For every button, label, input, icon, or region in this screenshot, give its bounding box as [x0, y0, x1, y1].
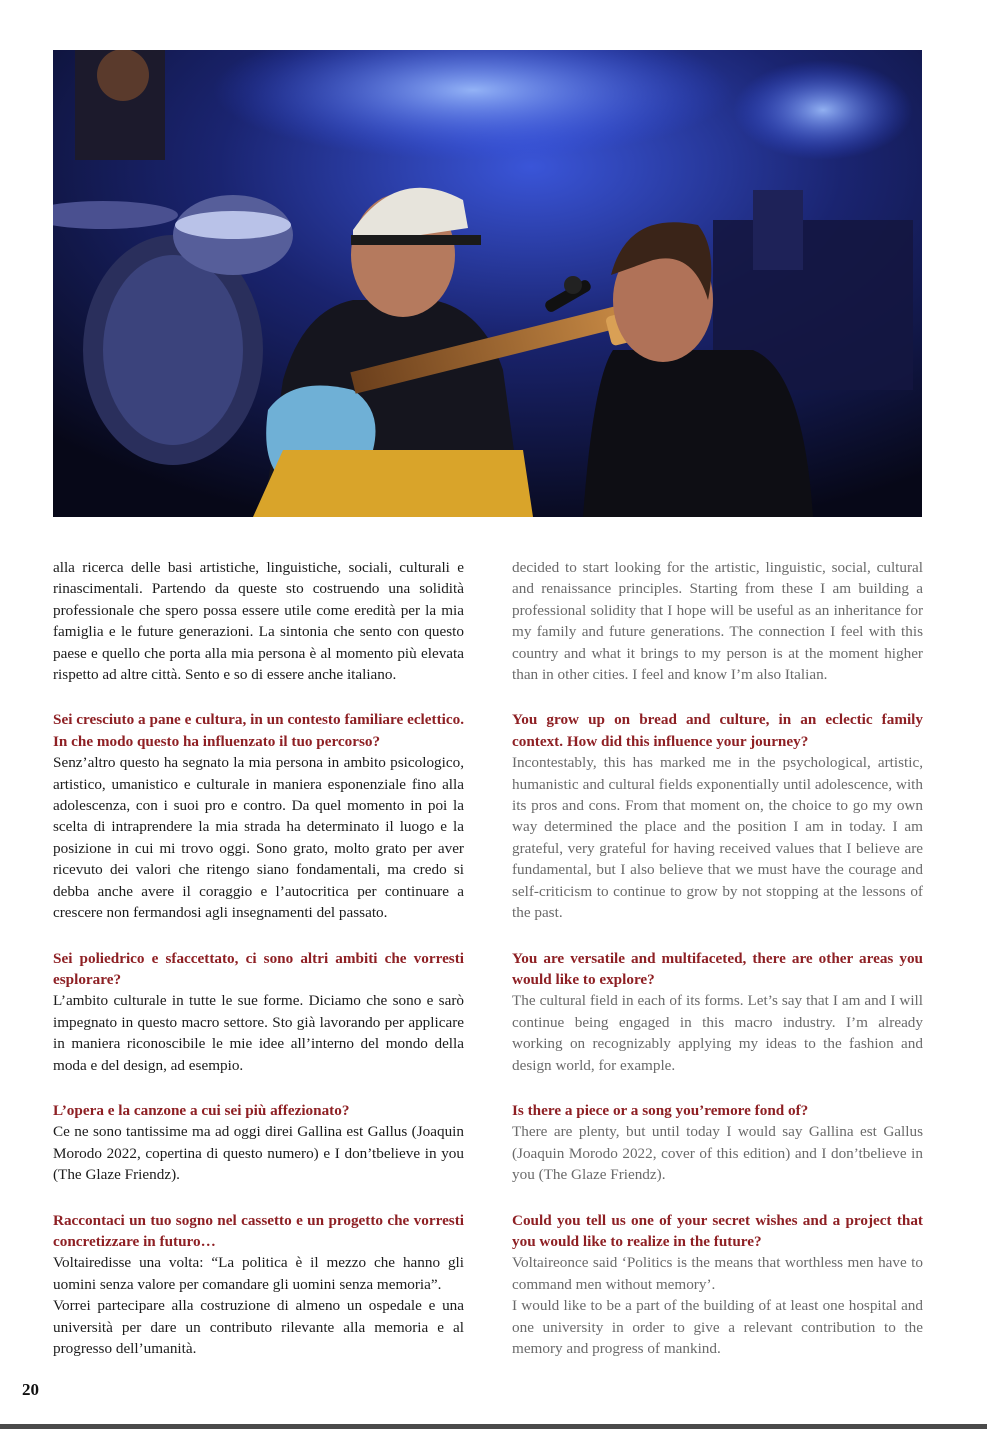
answer-paragraph: Vorrei partecipare alla costruzione di almeno un ospedale e una università per dare un contributo rilevante alla memoria e al progresso dell’umanità. [53, 1297, 464, 1357]
italian-column [53, 557, 464, 1359]
question-heading: You grow up on bread and culture, in an eclectic family context. How did this influence your journey? [512, 711, 923, 750]
question-heading: Is there a piece or a song you’remore fond of? [512, 1101, 809, 1119]
question-heading: L’opera e la canzone a cui sei più affezionato? [53, 1101, 350, 1119]
question-heading: Sei cresciuto a pane e cultura, in un contesto familiare eclettico. In che modo questo ha influenzato il tuo percorso? [53, 711, 464, 750]
bottom-rule [0, 1424, 987, 1429]
answer-paragraph: Voltaireonce said ‘Politics is the means that worthless men have to command men without memory’. [512, 1254, 923, 1293]
intro-paragraph: alla ricerca delle basi artistiche, linguistiche, sociali, culturali e rinascimentali. Partendo da queste sto costruendo una solidità professionale che spero possa essere utile come eredità per la mia famiglia e le future generazioni. La sintonia che sento con questo paese e quello che porta alla mia persona è al momento più elevata rispetto ad altre città. Sento e so di essere anche italiano. [53, 559, 464, 684]
answer-paragraph: Ce ne sono tantissime ma ad oggi direi Gallina est Gallus (Joaquin Morodo 2022, copertina di questo numero) e I don’tbelieve in you (The Glaze Friendz). [53, 1123, 464, 1184]
question-heading: Sei poliedrico e sfaccettato, ci sono altri ambiti che vorresti esplorare? [53, 949, 464, 988]
answer-paragraph: Incontestably, this has marked me in the psychological, artistic, humanistic and cultural fields exponentially until adolescence, with its pros and cons. From that moment on, the choice to go my own way determined the place and the position I am in today. I am grateful, very grateful for having received values that I believe are fundamental, but I also believe that we must have the courage and self-criticism to continue to grow by not stopping at the lessons of the past. [512, 754, 923, 922]
concert-photo [53, 50, 922, 517]
english-column [512, 557, 923, 1359]
answer-paragraph: The cultural field in each of its forms. Let’s say that I am and I will continue being engaged in this macro industry. I’m already working on recognizably applying my ideas to the fashion and design world, for example. [512, 992, 923, 1074]
answer-paragraph: I would like to be a part of the building of at least one hospital and one university in order to give a relevant contribution to the memory and progress of mankind. [512, 1297, 923, 1357]
page-number: 20 [22, 1380, 39, 1399]
answer-paragraph: Senz’altro questo ha segnato la mia persona in ambito psicologico, artistico, umanistico e culturale in maniera esponenziale fino alla adolescenza, con i suoi pro e contro. Da quel momento in poi la scelta di intraprendere la mia strada ha determinato il luogo e la posizione in cui mi trovo oggi. Sono grato, molto grato per aver ricevuto dei valori che ritengo siano fondamentali, ma credo si debba anche avere il coraggio e l’autocritica per continuare a crescere non fermandosi agli insegnamenti del passato. [53, 754, 464, 922]
question-heading: Could you tell us one of your secret wishes and a project that you would like to realize in the future? [512, 1211, 923, 1250]
answer-paragraph: There are plenty, but until today I would say Gallina est Gallus (Joaquin Morodo 2022, cover of this edition) and I don’tbelieve in you (The Glaze Friendz). [512, 1123, 923, 1184]
answer-paragraph: L’ambito culturale in tutte le sue forme. Diciamo che sono e sarò impegnato in questo macro settore. Sto già lavorando per applicare in maniera riconoscibile le mie idee all’interno del mondo della moda e del design, ad esempio. [53, 992, 464, 1074]
intro-paragraph: decided to start looking for the artistic, linguistic, social, cultural and renaissance principles. Starting from these I am building a professional solidity that I hope will be useful as an inheritance for my family and future generations. The connection I feel with this country and what it brings to my person is at the moment higher than in other cities. I feel and know I’m also Italian. [512, 559, 923, 684]
question-heading: Raccontaci un tuo sogno nel cassetto e un progetto che vorresti concretizzare in futuro… [53, 1211, 464, 1250]
question-heading: You are versatile and multifaceted, there are other areas you would like to explore? [512, 949, 923, 988]
answer-paragraph: Voltairedisse una volta: “La politica è il mezzo che hanno gli uomini senza valore per comandare gli uomini senza memoria”. [53, 1254, 464, 1293]
